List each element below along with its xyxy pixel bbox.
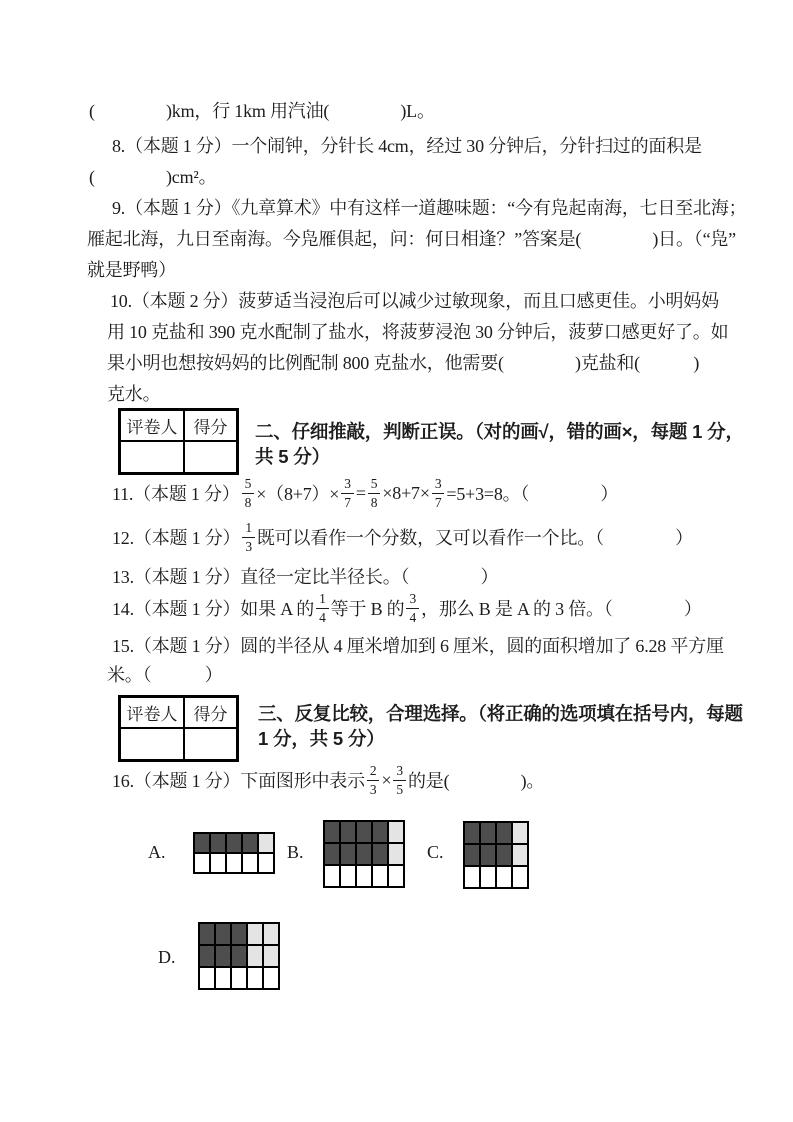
grid-cell-dark (496, 844, 512, 866)
grader-label-cell: 评卷人 (120, 697, 184, 728)
grid-cell-light (263, 923, 279, 945)
question-14-line (112, 591, 702, 625)
grader-score-table-section2 (118, 408, 239, 475)
question-11-segment-1: ×（8+7）× (256, 484, 340, 504)
grid-cell-dark (199, 923, 215, 945)
question-8-line-1: 8.（本题 1 分）一个闹钟，分针长 4cm，经过 30 分钟后，分针扫过的面积是 (112, 136, 702, 156)
option-b-grid (323, 820, 405, 888)
question-7-continuation-line: ( )km，行 1km 用汽油( )L。 (89, 101, 435, 121)
grid-cell-dark (480, 844, 496, 866)
question-15-line-2: 米。（ ） (107, 665, 223, 685)
question-9-line-1: 9.（本题 1 分）《九章算术》中有这样一道趣味题：“今有凫起南海，七日至北海； (112, 198, 747, 218)
question-11-segment-4: =5+3=8。（ ） (446, 484, 619, 504)
question-10-line-2: 用 10 克盐和 390 克水配制了盐水，将菠萝浸泡 30 分钟后，菠萝口感更好了。如 (107, 322, 729, 342)
grid-cell-white (231, 967, 247, 989)
grid-cell-dark (324, 821, 340, 843)
grid-cell-dark (372, 821, 388, 843)
fraction-3-4: $\frac{3}{4}$ (406, 592, 419, 624)
option-d-label: D. (158, 947, 176, 967)
grid-cell-dark (324, 843, 340, 865)
grid-cell-dark (340, 821, 356, 843)
grid-row (194, 853, 274, 873)
grid-cell-dark (194, 833, 210, 853)
grader-blank-cell (120, 728, 184, 760)
grid-row (199, 923, 279, 945)
grid-row (464, 866, 528, 888)
grid-cell-dark (215, 923, 231, 945)
grid-cell-light (247, 923, 263, 945)
question-10-line-1: 10.（本题 2 分）菠萝适当浸泡后可以减少过敏现象，而且口感更佳。小明妈妈 (110, 291, 719, 311)
section-3-heading (258, 701, 743, 751)
section-2-heading-line-2: 共 5 分） (255, 446, 330, 467)
grid-cell-light (388, 821, 404, 843)
grid-cell-dark (199, 945, 215, 967)
question-13-line: 13.（本题 1 分）直径一定比半径长。（ ） (112, 567, 499, 587)
fraction-2-3: $\frac{2}{3}$ (367, 764, 380, 796)
question-16-line (112, 763, 544, 797)
grid-cell-white (372, 865, 388, 887)
grid-row (324, 865, 404, 887)
grid-cell-dark (215, 945, 231, 967)
fraction-3-5: $\frac{3}{5}$ (393, 764, 406, 796)
grid-cell-dark (480, 822, 496, 844)
grid-cell-dark (356, 843, 372, 865)
score-label-cell: 得分 (184, 410, 237, 441)
grid-cell-dark (464, 822, 480, 844)
grid-row (464, 844, 528, 866)
option-c-grid (463, 821, 529, 889)
grid-cell-light (388, 843, 404, 865)
grader-score-table-section3 (118, 695, 239, 762)
score-blank-cell (184, 728, 237, 760)
question-10-line-4: 克水。 (107, 384, 161, 404)
grid-cell-white (247, 967, 263, 989)
question-16-prefix: 16.（本题 1 分）下面图形中表示 (112, 771, 365, 791)
grid-cell-dark (464, 844, 480, 866)
grid-cell-white (464, 866, 480, 888)
grid-cell-white (263, 967, 279, 989)
grid-cell-light (258, 833, 274, 853)
grid-cell-white (215, 967, 231, 989)
fraction-1-3: $\frac{1}{3}$ (242, 521, 255, 553)
grid-cell-light (512, 844, 528, 866)
grid-row (194, 833, 274, 853)
grid-cell-dark (356, 821, 372, 843)
option-c-label: C. (427, 842, 444, 862)
grid-cell-dark (496, 822, 512, 844)
section-3-heading-line-2: 1 分，共 5 分） (258, 728, 385, 749)
section-2-heading (255, 419, 744, 469)
grid-row (324, 821, 404, 843)
grid-cell-dark (231, 945, 247, 967)
question-14-suffix: ，那么 B 是 A 的 3 倍。（ ） (421, 599, 702, 619)
question-12-prefix: 12.（本题 1 分） (112, 528, 241, 548)
grid-cell-white (199, 967, 215, 989)
grid-cell-dark (231, 923, 247, 945)
grid-cell-white (324, 865, 340, 887)
question-11-segment-2: = (355, 482, 366, 503)
grader-label-cell: 评卷人 (120, 410, 184, 441)
grader-blank-cell (120, 441, 184, 473)
grid-row (199, 967, 279, 989)
grid-cell-dark (226, 833, 242, 853)
grid-cell-white (340, 865, 356, 887)
question-16-suffix: 的是( )。 (407, 771, 545, 791)
option-d-grid (198, 922, 280, 990)
grid-cell-white (242, 853, 258, 873)
grid-row (464, 822, 528, 844)
grid-cell-dark (210, 833, 226, 853)
fraction-5-8: $\frac{5}{8}$ (368, 477, 381, 509)
option-a-label: A. (148, 842, 166, 862)
fraction-3-7: $\frac{3}{7}$ (341, 477, 354, 509)
question-14-middle: 等于 B 的 (330, 599, 405, 619)
question-16-times-sign: × (381, 769, 392, 790)
grid-cell-white (226, 853, 242, 873)
grid-cell-white (356, 865, 372, 887)
grid-cell-white (496, 866, 512, 888)
grid-cell-light (512, 822, 528, 844)
question-12-suffix: 既可以看作一个分数，又可以看作一个比。（ ） (256, 528, 693, 548)
grid-cell-white (258, 853, 274, 873)
question-10-line-3: 果小明也想按妈妈的比例配制 800 克盐水，他需要( )克盐和( ) (107, 353, 700, 373)
question-15-line-1: 15.（本题 1 分）圆的半径从 4 厘米增加到 6 厘米，圆的面积增加了 6.28 平方厘 (112, 636, 724, 656)
grid-cell-light (263, 945, 279, 967)
question-11-segment-3: ×8+7× (382, 482, 430, 503)
option-a-grid (193, 832, 275, 874)
grid-row (324, 843, 404, 865)
question-11-line (112, 476, 618, 510)
grid-cell-white (194, 853, 210, 873)
option-b-label: B. (287, 842, 304, 862)
question-11-prefix: 11.（本题 1 分） (112, 484, 240, 504)
fraction-1-4: $\frac{1}{4}$ (316, 592, 329, 624)
question-9-line-3: 就是野鸭） (87, 260, 176, 280)
grid-cell-white (480, 866, 496, 888)
grid-row (199, 945, 279, 967)
grid-cell-dark (242, 833, 258, 853)
question-9-line-2: 雁起北海，九日至南海。今凫雁俱起，问：何日相逢？”答案是( )日。（“凫” (87, 229, 736, 249)
section-2-heading-line-1: 二、仔细推敲，判断正误。（对的画√，错的画×，每题 1 分， (255, 421, 744, 442)
grid-cell-light (247, 945, 263, 967)
grid-cell-white (210, 853, 226, 873)
grid-cell-dark (372, 843, 388, 865)
grid-cell-white (512, 866, 528, 888)
question-8-line-2: ( )cm²。 (89, 167, 217, 187)
section-3-heading-line-1: 三、反复比较，合理选择。（将正确的选项填在括号内，每题 (258, 703, 743, 724)
grid-cell-dark (340, 843, 356, 865)
grid-cell-white (388, 865, 404, 887)
question-14-prefix: 14.（本题 1 分）如果 A 的 (112, 599, 315, 619)
fraction-5-8: $\frac{5}{8}$ (242, 477, 255, 509)
score-blank-cell (184, 441, 237, 473)
fraction-3-7: $\frac{3}{7}$ (432, 477, 445, 509)
question-12-line (112, 520, 693, 554)
score-label-cell: 得分 (184, 697, 237, 728)
